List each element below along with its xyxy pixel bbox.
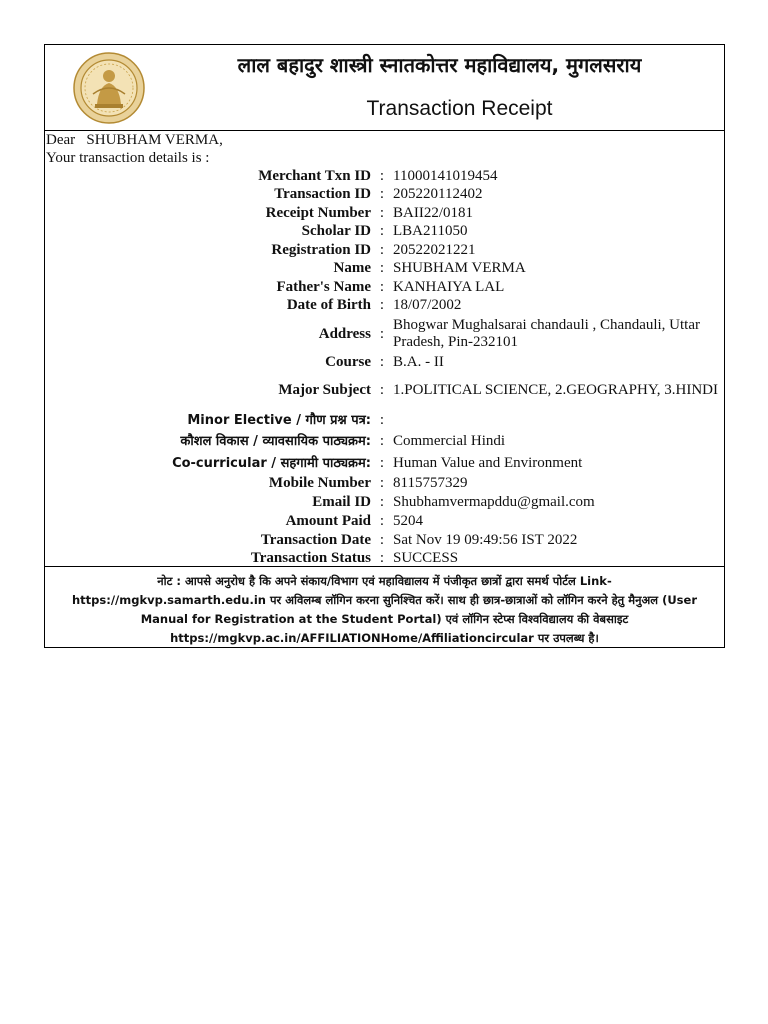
detail-label: Registration ID — [271, 241, 371, 258]
detail-row — [45, 474, 724, 493]
detail-value: 205220112402 — [393, 186, 483, 203]
student-name: SHUBHAM VERMA, — [86, 132, 223, 148]
detail-row — [45, 223, 724, 242]
detail-label: Major Subject — [278, 382, 371, 398]
detail-separator: : — [379, 475, 385, 491]
detail-separator: : — [379, 297, 385, 314]
detail-separator: : — [379, 382, 385, 398]
greeting — [45, 131, 724, 167]
detail-row — [45, 260, 724, 279]
detail-separator: : — [379, 167, 385, 184]
detail-row — [45, 186, 724, 205]
detail-value: KANHAIYA LAL — [393, 278, 505, 295]
detail-row — [45, 167, 724, 186]
intro-text: Your transaction details is : — [46, 150, 210, 166]
college-name: लाल बहादुर शास्त्री स्नातकोत्तर महाविद्यालय, मुगलसराय — [237, 53, 642, 77]
detail-label: Date of Birth — [286, 297, 371, 314]
detail-row — [45, 512, 724, 531]
transaction-receipt — [44, 44, 725, 648]
receipt-title: Transaction Receipt — [366, 97, 553, 120]
detail-label: Father's Name — [276, 278, 371, 295]
receipt-header — [45, 45, 724, 131]
detail-value: LBA211050 — [393, 223, 468, 240]
detail-label: Transaction Date — [260, 531, 371, 548]
detail-label: Scholar ID — [301, 223, 371, 240]
detail-separator: : — [379, 531, 385, 548]
detail-value: SUCCESS — [393, 550, 459, 567]
detail-separator: : — [379, 513, 385, 529]
detail-value: 8115757329 — [393, 475, 468, 491]
detail-value: Commercial Hindi — [393, 433, 506, 450]
detail-row — [45, 297, 724, 316]
detail-label: Mobile Number — [268, 475, 371, 491]
detail-label: Amount Paid — [285, 513, 371, 529]
detail-label: Email ID — [312, 494, 371, 510]
detail-value: BAII22/0181 — [393, 204, 473, 221]
detail-separator: : — [379, 325, 385, 342]
salutation: Dear — [46, 132, 76, 148]
detail-separator: : — [379, 260, 385, 277]
detail-separator: : — [379, 550, 385, 567]
detail-value: 20522021221 — [393, 241, 476, 258]
detail-row — [45, 410, 724, 432]
detail-label: Address — [318, 325, 371, 342]
detail-separator: : — [379, 494, 385, 510]
college-seal-icon — [73, 52, 145, 124]
detail-label: Transaction Status — [250, 550, 371, 567]
transaction-details-table — [45, 167, 724, 568]
detail-label: Receipt Number — [265, 204, 371, 221]
detail-row — [45, 315, 724, 353]
detail-label: Co-curricular / सहगामी पाठ्यक्रम: — [172, 455, 371, 471]
detail-separator: : — [379, 223, 385, 240]
detail-row — [45, 353, 724, 372]
detail-label: Merchant Txn ID — [258, 167, 371, 184]
detail-separator: : — [379, 241, 385, 258]
detail-row — [45, 204, 724, 223]
detail-label: Transaction ID — [274, 186, 371, 203]
detail-row — [45, 453, 724, 475]
detail-separator: : — [379, 278, 385, 295]
detail-separator: : — [379, 353, 385, 370]
detail-row — [45, 531, 724, 550]
detail-label: Minor Elective / गौण प्रश्न पत्र: — [187, 412, 371, 428]
detail-separator: : — [379, 411, 385, 428]
detail-value: SHUBHAM VERMA — [393, 260, 526, 277]
detail-row — [45, 372, 724, 410]
detail-value: Sat Nov 19 09:49:56 IST 2022 — [393, 531, 578, 548]
detail-value: Human Value and Environment — [393, 454, 583, 471]
detail-row — [45, 241, 724, 260]
detail-value: Shubhamvermapddu@gmail.com — [393, 494, 595, 510]
detail-value: 5204 — [393, 513, 423, 529]
detail-label: Course — [325, 353, 371, 370]
detail-value: 18/07/2002 — [393, 297, 462, 314]
detail-row — [45, 493, 724, 512]
detail-row — [45, 431, 724, 453]
detail-label: कौशल विकास / व्यावसायिक पाठ्यक्रम: — [180, 434, 371, 450]
detail-value: B.A. - II — [393, 353, 444, 370]
detail-value — [393, 410, 724, 432]
detail-separator: : — [379, 433, 385, 450]
detail-value: 1.POLITICAL SCIENCE, 2.GEOGRAPHY, 3.HINDI — [393, 382, 718, 398]
detail-value: 11000141019454 — [393, 167, 498, 184]
detail-separator: : — [379, 204, 385, 221]
portal-notice: नोट : आपसे अनुरोध है कि अपने संकाय/विभाग एवं महाविद्यालय में पंजीकृत छात्रों द्वारा समर्थ पोर्टल Link- https://mgkvp.samarth.edu.in पर अविलम्ब लॉगिन करना सुनिश्चित करें। साथ ही छात्र-छात्राओं को लॉगिन करने हेतु मैनुअल (User Manual for Registration at the Student Portal) एवं लॉगिन स्टेप्स विश्वविद्यालय की वेबसाइट https://mgkvp.ac.in/AFFILIATIONHome/Affiliationcircular पर उपलब्ध है। — [45, 566, 724, 648]
detail-value: Bhogwar Mughalsarai chandauli , Chandauli, Uttar Pradesh, Pin-232101 — [393, 317, 701, 350]
detail-separator: : — [379, 186, 385, 203]
detail-label: Name — [333, 260, 371, 277]
salutation-line — [46, 131, 724, 149]
detail-row — [45, 278, 724, 297]
detail-separator: : — [379, 454, 385, 471]
